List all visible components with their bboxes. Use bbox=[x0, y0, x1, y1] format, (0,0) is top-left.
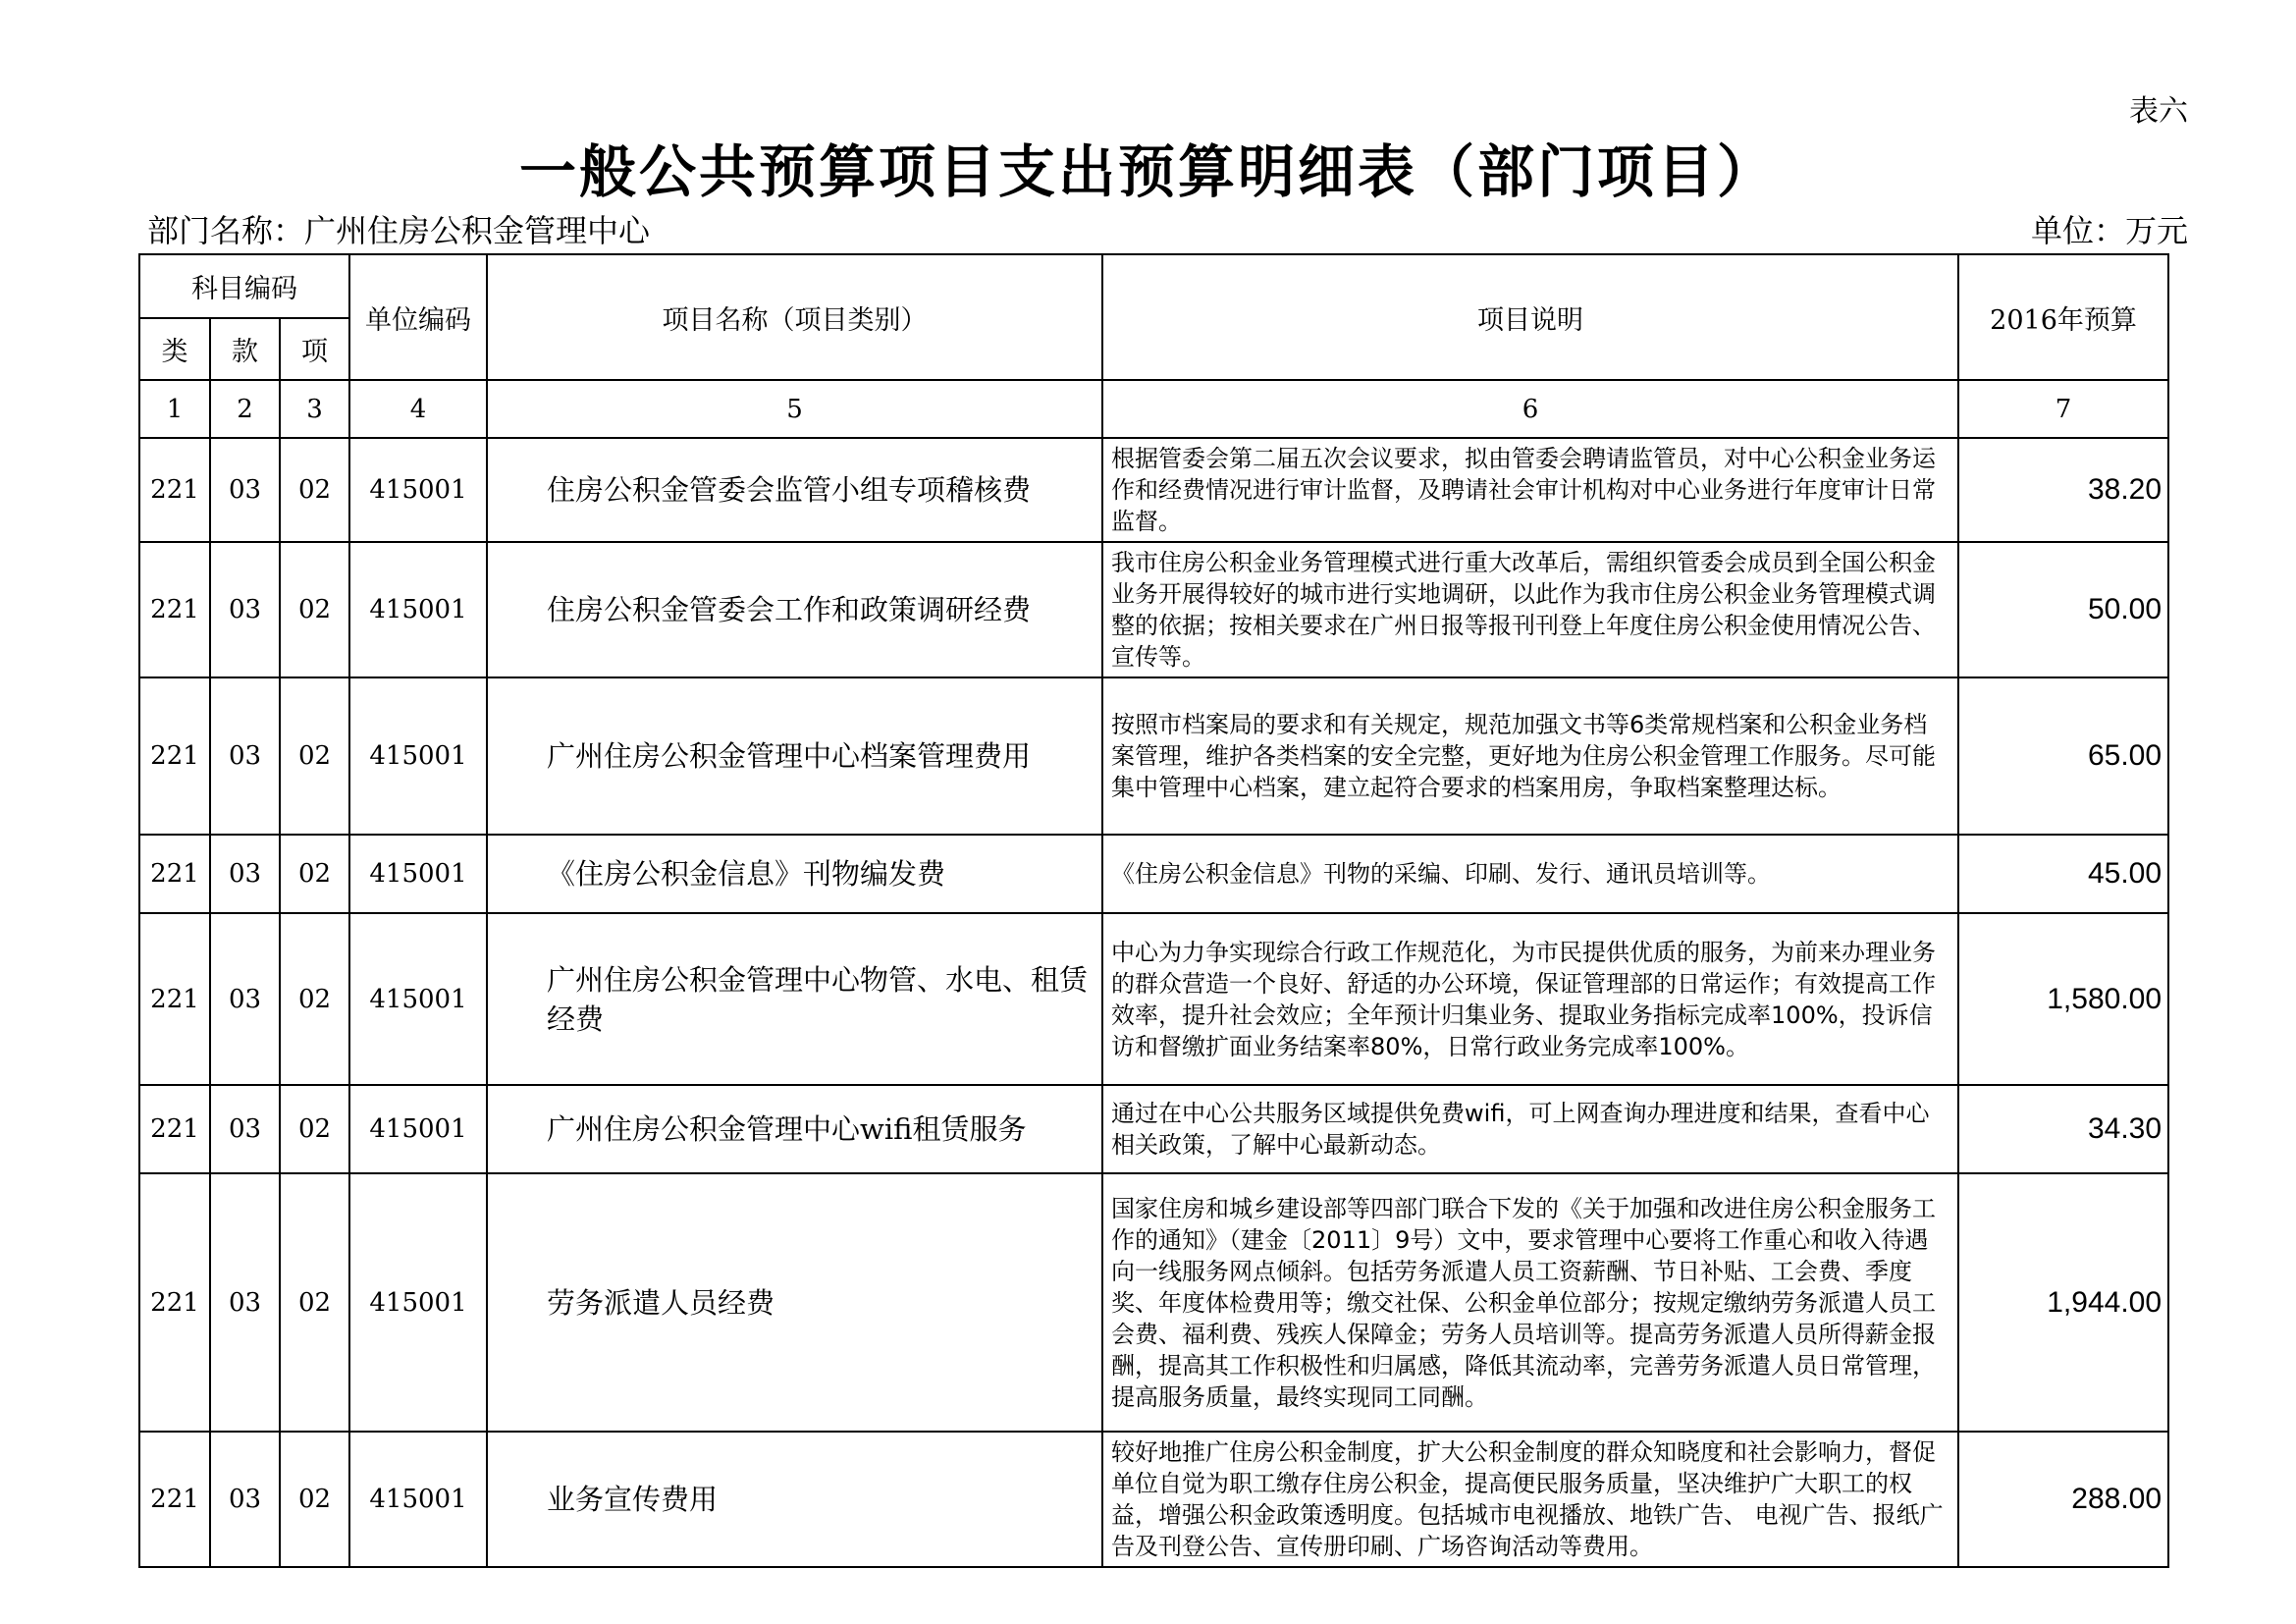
project-name-header: 项目名称（项目类别） bbox=[487, 254, 1102, 380]
lei-cell: 221 bbox=[139, 1085, 210, 1173]
unit-code-cell: 415001 bbox=[349, 438, 487, 542]
lei-cell: 221 bbox=[139, 677, 210, 835]
kuan-cell: 03 bbox=[210, 1085, 280, 1173]
xiang-cell: 02 bbox=[280, 438, 349, 542]
project-name-cell: 《住房公积金信息》刊物编发费 bbox=[487, 835, 1102, 913]
header-row bbox=[139, 254, 2168, 318]
index-cell: 2 bbox=[210, 380, 280, 438]
kuan-cell: 03 bbox=[210, 1432, 280, 1567]
project-desc-cell: 国家住房和城乡建设部等四部门联合下发的《关于加强和改进住房公积金服务工作的通知》（建金〔2011〕9号）文中，要求管理中心要将工作重心和收入待遇向一线服务网点倾斜。包括劳务派遣人员工资薪酬、节日补贴、工会费、季度奖、年度体检费用等；缴交社保、公积金单位部分；按规定缴纳劳务派遣人员工会费、福利费、残疾人保障金；劳务人员培训等。提高劳务派遣人员所得薪金报酬，提高其工作积极性和归属感，降低其流动率，完善劳务派遣人员日常管理，提高服务质量，最终实现同工同酬。 bbox=[1102, 1173, 1958, 1432]
budget-2016-header: 2016年预算 bbox=[1958, 254, 2168, 380]
unit-code-cell: 415001 bbox=[349, 1085, 487, 1173]
xiang-cell: 02 bbox=[280, 1173, 349, 1432]
project-name-cell: 广州住房公积金管理中心物管、水电、租赁经费 bbox=[487, 913, 1102, 1085]
kuan-cell: 03 bbox=[210, 677, 280, 835]
xiang-cell: 02 bbox=[280, 913, 349, 1085]
project-desc-cell: 通过在中心公共服务区域提供免费wifi，可上网查询办理进度和结果，查看中心相关政策，了解中心最新动态。 bbox=[1102, 1085, 1958, 1173]
unit-label: 单位：万元 bbox=[2030, 212, 2188, 249]
xiang-cell: 02 bbox=[280, 677, 349, 835]
lei-cell: 221 bbox=[139, 835, 210, 913]
budget-amount-cell: 50.00 bbox=[1958, 542, 2168, 677]
table-body bbox=[139, 254, 2168, 1567]
project-desc-cell: 根据管委会第二届五次会议要求，拟由管委会聘请监管员，对中心公积金业务运作和经费情况进行审计监督，及聘请社会审计机构对中心业务进行年度审计日常监督。 bbox=[1102, 438, 1958, 542]
lei-header: 类 bbox=[139, 318, 210, 380]
department-name: 部门名称：广州住房公积金管理中心 bbox=[147, 212, 651, 249]
kuan-cell: 03 bbox=[210, 835, 280, 913]
subject-code-header: 科目编码 bbox=[139, 254, 349, 318]
index-cell: 5 bbox=[487, 380, 1102, 438]
index-cell: 3 bbox=[280, 380, 349, 438]
budget-amount-cell: 1,944.00 bbox=[1958, 1173, 2168, 1432]
project-desc-header: 项目说明 bbox=[1102, 254, 1958, 380]
project-desc-cell: 中心为力争实现综合行政工作规范化，为市民提供优质的服务，为前来办理业务的群众营造一个良好、舒适的办公环境，保证管理部的日常运作；有效提高工作效率，提升社会效应；全年预计归集业务、提取业务指标完成率100%，投诉信访和督缴扩面业务结案率80%，日常行政业务完成率100%。 bbox=[1102, 913, 1958, 1085]
project-name-cell: 劳务派遣人员经费 bbox=[487, 1173, 1102, 1432]
project-name-cell: 广州住房公积金管理中心wifi租赁服务 bbox=[487, 1085, 1102, 1173]
xiang-header: 项 bbox=[280, 318, 349, 380]
project-desc-cell: 较好地推广住房公积金制度，扩大公积金制度的群众知晓度和社会影响力，督促单位自觉为职工缴存住房公积金，提高便民服务质量，坚决维护广大职工的权益，增强公积金政策透明度。包括城市电视播放、地铁广告、 电视广告、报纸广告及刊登公告、宣传册印刷、广场咨询活动等费用。 bbox=[1102, 1432, 1958, 1567]
table-row bbox=[139, 1085, 2168, 1173]
project-name-cell: 住房公积金管委会工作和政策调研经费 bbox=[487, 542, 1102, 677]
table-row bbox=[139, 1173, 2168, 1432]
xiang-cell: 02 bbox=[280, 1432, 349, 1567]
table-row bbox=[139, 913, 2168, 1085]
table-row bbox=[139, 835, 2168, 913]
budget-table bbox=[138, 253, 2169, 1568]
table-row bbox=[139, 1432, 2168, 1567]
budget-amount-cell: 45.00 bbox=[1958, 835, 2168, 913]
kuan-cell: 03 bbox=[210, 542, 280, 677]
index-cell: 1 bbox=[139, 380, 210, 438]
table-number: 表六 bbox=[2129, 94, 2188, 129]
unit-code-header: 单位编码 bbox=[349, 254, 487, 380]
project-name-cell: 业务宣传费用 bbox=[487, 1432, 1102, 1567]
unit-code-cell: 415001 bbox=[349, 835, 487, 913]
lei-cell: 221 bbox=[139, 542, 210, 677]
xiang-cell: 02 bbox=[280, 835, 349, 913]
budget-amount-cell: 1,580.00 bbox=[1958, 913, 2168, 1085]
unit-code-cell: 415001 bbox=[349, 677, 487, 835]
project-desc-cell: 按照市档案局的要求和有关规定，规范加强文书等6类常规档案和公积金业务档案管理，维护各类档案的安全完整，更好地为住房公积金管理工作服务。尽可能集中管理中心档案，建立起符合要求的档案用房，争取档案整理达标。 bbox=[1102, 677, 1958, 835]
kuan-cell: 03 bbox=[210, 913, 280, 1085]
lei-cell: 221 bbox=[139, 913, 210, 1085]
project-desc-cell: 我市住房公积金业务管理模式进行重大改革后，需组织管委会成员到全国公积金业务开展得较好的城市进行实地调研，以此作为我市住房公积金业务管理模式调整的依据；按相关要求在广州日报等报刊刊登上年度住房公积金使用情况公告、宣传等。 bbox=[1102, 542, 1958, 677]
lei-cell: 221 bbox=[139, 1173, 210, 1432]
unit-code-cell: 415001 bbox=[349, 542, 487, 677]
project-desc-cell: 《住房公积金信息》刊物的采编、印刷、发行、通讯员培训等。 bbox=[1102, 835, 1958, 913]
budget-amount-cell: 65.00 bbox=[1958, 677, 2168, 835]
budget-amount-cell: 34.30 bbox=[1958, 1085, 2168, 1173]
page-title: 一般公共预算项目支出预算明细表（部门项目） bbox=[518, 138, 1777, 205]
xiang-cell: 02 bbox=[280, 542, 349, 677]
unit-code-cell: 415001 bbox=[349, 1173, 487, 1432]
index-cell: 6 bbox=[1102, 380, 1958, 438]
lei-cell: 221 bbox=[139, 438, 210, 542]
index-cell: 4 bbox=[349, 380, 487, 438]
unit-code-cell: 415001 bbox=[349, 913, 487, 1085]
table-row bbox=[139, 677, 2168, 835]
index-row bbox=[139, 380, 2168, 438]
table-row bbox=[139, 542, 2168, 677]
table-row bbox=[139, 438, 2168, 542]
project-name-cell: 广州住房公积金管理中心档案管理费用 bbox=[487, 677, 1102, 835]
budget-amount-cell: 38.20 bbox=[1958, 438, 2168, 542]
kuan-cell: 03 bbox=[210, 1173, 280, 1432]
unit-code-cell: 415001 bbox=[349, 1432, 487, 1567]
xiang-cell: 02 bbox=[280, 1085, 349, 1173]
kuan-cell: 03 bbox=[210, 438, 280, 542]
index-cell: 7 bbox=[1958, 380, 2168, 438]
lei-cell: 221 bbox=[139, 1432, 210, 1567]
kuan-header: 款 bbox=[210, 318, 280, 380]
budget-amount-cell: 288.00 bbox=[1958, 1432, 2168, 1567]
project-name-cell: 住房公积金管委会监管小组专项稽核费 bbox=[487, 438, 1102, 542]
